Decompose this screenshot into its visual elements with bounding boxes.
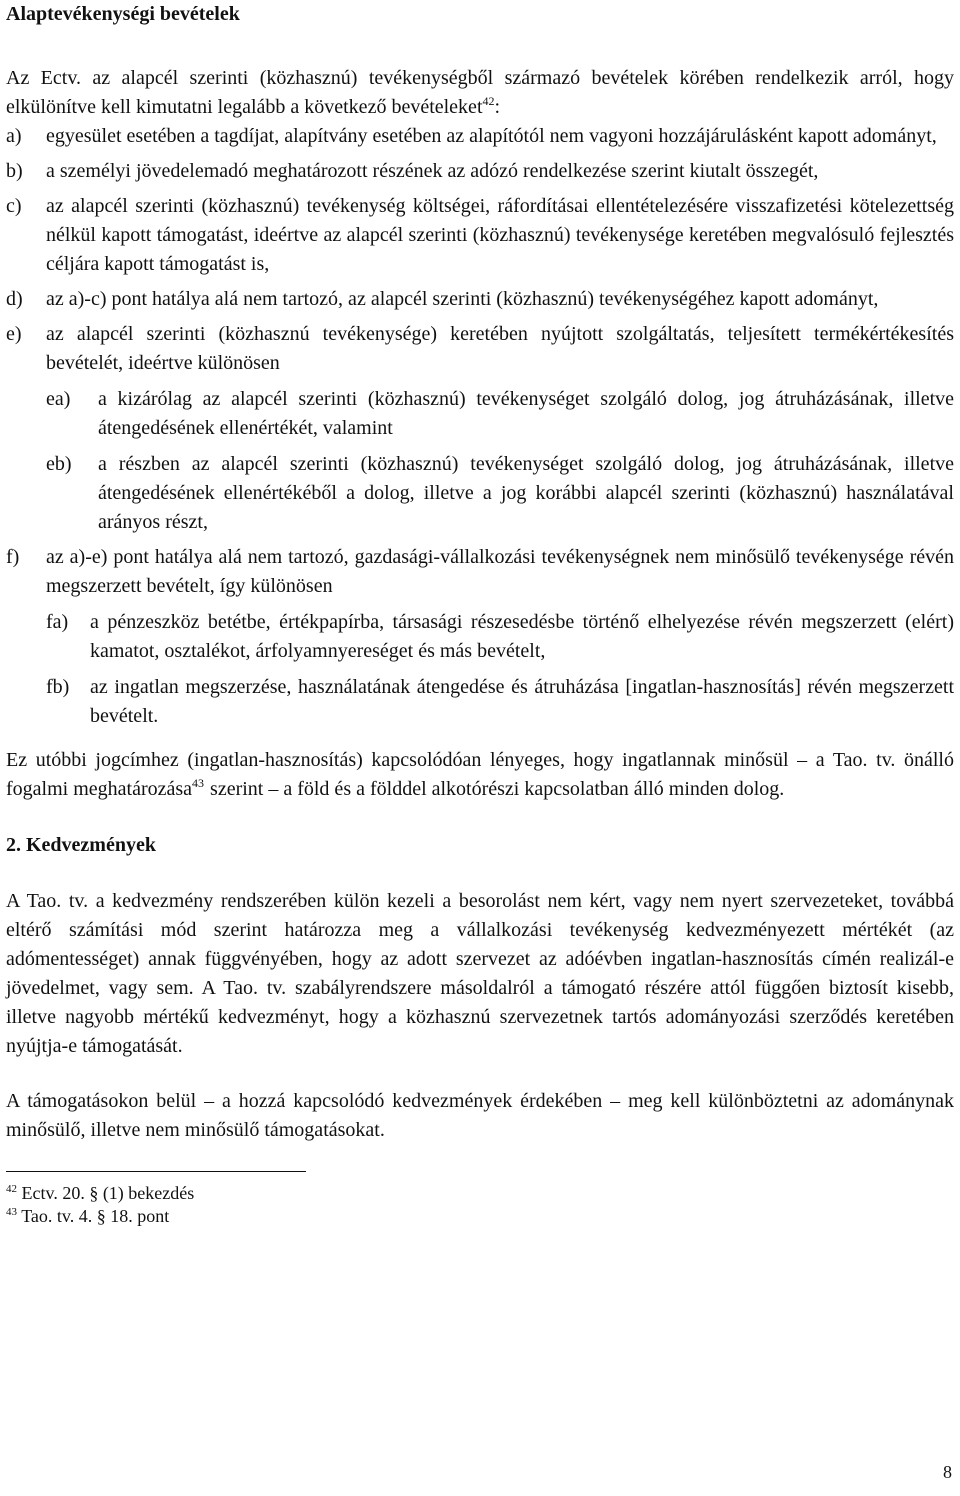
item-text: az alapcél szerinti (közhasznú tevékenysége) keretében nyújtott szolgáltatás, teljesített termékértékesítés bevételét, ideértve különösen	[46, 323, 954, 374]
subitem-label: fa)	[46, 611, 69, 633]
footnote-42	[6, 1182, 954, 1205]
footnote-divider	[6, 1171, 306, 1172]
list-item-b	[6, 157, 954, 186]
para1-text-a: Ez utóbbi jogcímhez (ingatlan-hasznosítás) kapcsolódóan lényeges, hogy ingatlannak minősül – a Tao. tv. önálló fogalmi meghatározása	[6, 749, 954, 800]
footnote-number: 42	[6, 1183, 17, 1195]
footnote-43	[6, 1205, 954, 1228]
list-item-e	[6, 320, 954, 378]
page-heading: Alaptevékenységi bevételek	[6, 3, 240, 25]
footnote-text: Tao. tv. 4. § 18. pont	[21, 1206, 170, 1226]
item-label: a)	[6, 125, 22, 147]
subitem-label: fb)	[46, 676, 70, 698]
intro-tail: :	[494, 96, 501, 118]
item-label: b)	[6, 160, 23, 182]
item-label: e)	[6, 323, 22, 345]
subitem-text: a pénzeszköz betétbe, értékpapírba, társasági részesedésbe történő elhelyezése révén megszerzett (elért) kamatot, osztalékot, árfolyamnyereséget és más bevételt,	[90, 611, 954, 662]
list-item-f	[6, 543, 954, 601]
subitem-text: az ingatlan megszerzése, használatának átengedése és átruházása [ingatlan-hasznosítás] révén megszerzett bevételt.	[90, 676, 954, 727]
footnotes	[6, 1182, 954, 1228]
list-item-d	[6, 285, 954, 314]
item-text: egyesület esetében a tagdíjat, alapítvány esetében az alapítótól nem vagyoni hozzájárulásként kapott adományt,	[46, 125, 937, 147]
item-text: az alapcél szerinti (közhasznú) tevékenység költségei, ráfordításai ellentételezésére visszafizetési kötelezettség nélkül kapott támogatást, ideértve az alapcél szerinti (közhasznú) tevékenysége keretében megvalósuló fejlesztés céljára kapott támogatást is,	[46, 195, 954, 275]
subitem-text: a kizárólag az alapcél szerinti (közhasznú) tevékenységet szolgáló dolog, jog átruházásának, illetve átengedésének ellenértékét, valamint	[98, 388, 954, 439]
list-subitem-fa	[46, 608, 954, 666]
footnote-text: Ectv. 20. § (1) bekezdés	[21, 1183, 195, 1203]
intro-text: Az Ectv. az alapcél szerinti (közhasznú) tevékenységből származó bevételek körében rendelkezik arról, hogy elkülönítve kell kimutatni legalább a következő bevételeket	[6, 67, 954, 118]
intro-paragraph	[6, 64, 954, 122]
subitem-text: a részben az alapcél szerinti (közhasznú) tevékenységet szolgáló dolog, jog átruházásának, illetve átengedésének ellenértékéből a dolog, illetve a jog korábbi alapcél szerinti (közhasznú) használatával arányos részt,	[98, 453, 954, 533]
list-subitem-eb	[46, 450, 954, 537]
ingatlan-paragraph	[6, 746, 954, 804]
item-label: c)	[6, 195, 22, 217]
list-item-c	[6, 192, 954, 279]
list-subitem-fb	[46, 673, 954, 731]
item-text: az a)-e) pont hatálya alá nem tartozó, gazdasági-vállalkozási tevékenységnek nem minősülő tevékenysége révén megszerzett bevételt, így különösen	[46, 546, 954, 597]
tamogatas-paragraph: A támogatásokon belül – a hozzá kapcsolódó kedvezmények érdekében – meg kell különböztetni az adománynak minősülő, illetve nem minősülő támogatásokat.	[6, 1090, 954, 1141]
subitem-label: ea)	[46, 388, 71, 410]
footnote-ref-43[interactable]: 43	[192, 776, 205, 790]
item-text: az a)-c) pont hatálya alá nem tartozó, az alapcél szerinti (közhasznú) tevékenységéhez kapott adományt,	[46, 288, 879, 310]
section-heading-kedvezmenyek: 2. Kedvezmények	[6, 834, 156, 856]
list-item-a	[6, 122, 954, 151]
footnote-ref-42[interactable]: 42	[482, 94, 495, 108]
list-subitem-ea	[46, 385, 954, 443]
footnote-number: 43	[6, 1206, 17, 1218]
subitem-label: eb)	[46, 453, 72, 475]
kedvezmeny-paragraph: A Tao. tv. a kedvezmény rendszerében külön kezeli a besorolást nem kért, vagy nem nyert szervezeteket, továbbá eltérő számítási mód szerint határozza meg a vállalkozási tevékenység kedvezményezett mértékét (az adómentességet) annak függvényében, hogy az adott szervezet az adóévben ingatlan-hasznosítás címén realizál-e jövedelmet, vagy sem. A Tao. tv. szabályrendszere másoldalról a támogató részére attól függően biztosít kisebb, illetve nagyobb mértékű kedvezményt, hogy a közhasznú szervezetnek tartós adományozási szerződés keretében nyújtja-e támogatását.	[6, 890, 954, 1057]
para1-text-b: szerint – a föld és a földdel alkotórészi kapcsolatban álló minden dolog.	[210, 778, 785, 800]
page-number: 8	[943, 1462, 952, 1482]
item-label: d)	[6, 288, 23, 310]
item-label: f)	[6, 546, 20, 568]
document-page	[6, 0, 954, 1228]
item-text: a személyi jövedelemadó meghatározott részének az adózó rendelkezése szerint kiutalt összegét,	[46, 160, 819, 182]
